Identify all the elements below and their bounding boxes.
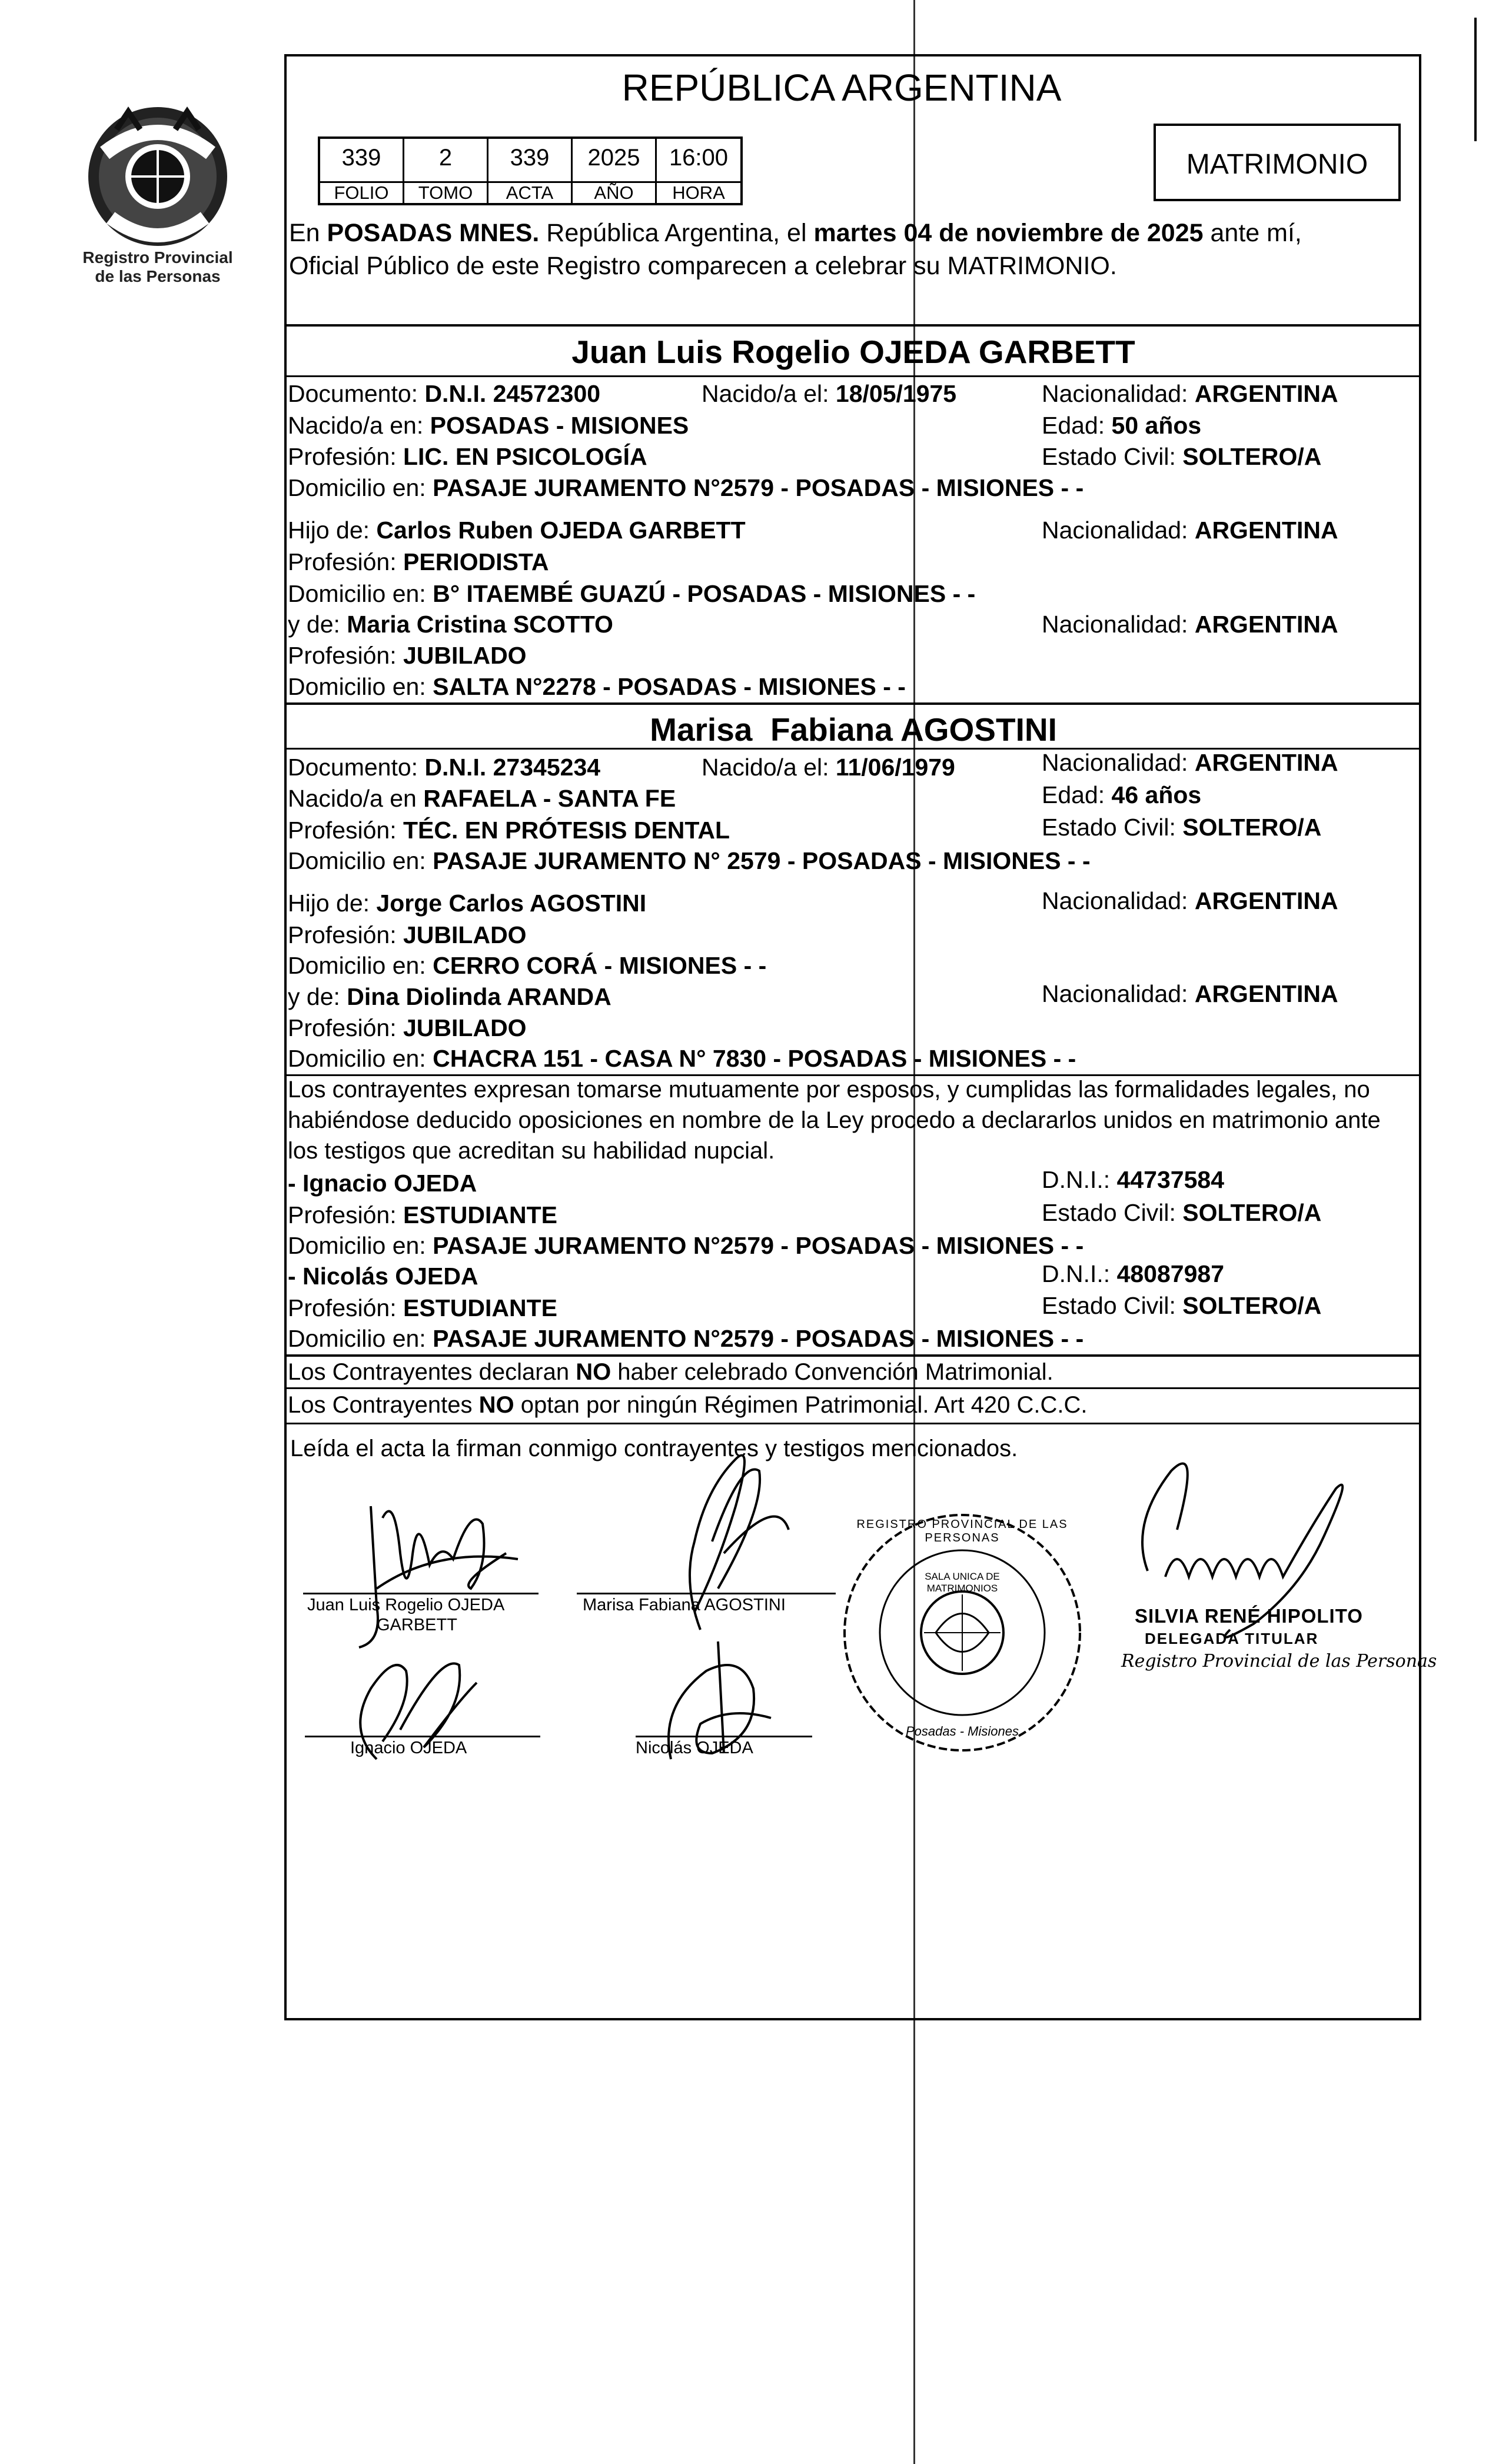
spouse2-doc: Documento: D.N.I. 27345234 xyxy=(288,754,601,781)
signature-ignacio-label: Ignacio OJEDA xyxy=(350,1739,467,1757)
registry-hora xyxy=(657,139,740,201)
spouse1-father: Hijo de: Carlos Ruben OJEDA GARBETT xyxy=(288,517,746,544)
spouse1-address: Domicilio en: PASAJE JURAMENTO N°2579 - POSADAS - MISIONES - - xyxy=(288,474,1084,501)
witness2-profession: Profesión: ESTUDIANTE xyxy=(288,1294,557,1321)
doc-type-label: MATRIMONIO xyxy=(1186,149,1368,180)
registry-tomo xyxy=(404,139,487,201)
registry-logo xyxy=(81,88,234,285)
intro-line-1: En POSADAS MNES. República Argentina, el martes 04 de noviembre de 2025 ante mí, xyxy=(289,219,1302,247)
folio-value: 339 xyxy=(341,145,381,171)
spouse2-father-nationality: Nacionalidad: ARGENTINA xyxy=(1042,887,1338,914)
spouse1-mother: y de: Maria Cristina SCOTTO xyxy=(288,611,613,638)
spouse2-father-address: Domicilio en: CERRO CORÁ - MISIONES - - xyxy=(288,952,767,979)
spouse1-father-profession: Profesión: PERIODISTA xyxy=(288,548,549,575)
spouse1-age: Edad: 50 años xyxy=(1042,412,1202,439)
logo-text-line2: de las Personas xyxy=(95,267,221,285)
tomo-value: 2 xyxy=(438,145,453,171)
spouse2-age: Edad: 46 años xyxy=(1042,781,1202,808)
spouse1-father-address: Domicilio en: B° ITAEMBÉ GUAZÚ - POSADAS - MISIONES - - xyxy=(288,580,976,607)
logo-text-line1: Registro Provincial xyxy=(82,248,233,267)
declaration-line-2: habiéndose deducido oposiciones en nombre de la Ley procedo a declararlos unidos en matrimonio ante xyxy=(288,1107,1381,1133)
declaration-line-3: los testigos que acreditan su habilidad nupcial. xyxy=(288,1138,775,1164)
official-stamp xyxy=(836,1506,1089,1759)
spouse1-nationality: Nacionalidad: ARGENTINA xyxy=(1042,380,1338,407)
officer-name: SILVIA RENÉ HIPOLITO xyxy=(1135,1605,1363,1627)
witness2-dni: D.N.I.: 48087987 xyxy=(1042,1260,1224,1287)
witness1-name: - Ignacio OJEDA xyxy=(288,1170,477,1197)
country-title: REPÚBLICA ARGENTINA xyxy=(621,66,1062,109)
spouse2-nationality: Nacionalidad: ARGENTINA xyxy=(1042,749,1338,776)
spouse1-birthplace: Nacido/a en: POSADAS - MISIONES xyxy=(288,412,689,439)
acta-label: ACTA xyxy=(506,182,554,203)
spouse2-profession: Profesión: TÉC. EN PRÓTESIS DENTAL xyxy=(288,817,730,844)
witness2-civil-status: Estado Civil: SOLTERO/A xyxy=(1042,1292,1322,1319)
tomo-label: TOMO xyxy=(418,182,473,203)
spouse1-mother-nationality: Nacionalidad: ARGENTINA xyxy=(1042,611,1338,638)
spouse2-birthplace: Nacido/a en RAFAELA - SANTA FE xyxy=(288,785,676,812)
spouse2-address: Domicilio en: PASAJE JURAMENTO N° 2579 - POSADAS - MISIONES - - xyxy=(288,847,1091,874)
spouse1-doc: Documento: D.N.I. 24572300 xyxy=(288,380,601,407)
spouse2-born: Nacido/a el: 11/06/1979 xyxy=(702,754,955,781)
witness1-profession: Profesión: ESTUDIANTE xyxy=(288,1201,557,1228)
signature-line-1 xyxy=(303,1593,539,1594)
signature-line-3 xyxy=(305,1736,540,1737)
stamp-inner-text: SALA UNICA DE MATRIMONIOS xyxy=(925,1571,1000,1594)
signature-marisa-label: Marisa Fabiana AGOSTINI xyxy=(583,1596,786,1614)
registry-acta xyxy=(488,139,571,201)
spouse2-civil-status: Estado Civil: SOLTERO/A xyxy=(1042,814,1322,841)
witness1-dni: D.N.I.: 44737584 xyxy=(1042,1166,1224,1193)
spouse2-name: Marisa Fabiana AGOSTINI xyxy=(650,711,1057,748)
doc-type-box xyxy=(1154,124,1401,201)
spouse1-father-nationality: Nacionalidad: ARGENTINA xyxy=(1042,517,1338,544)
witness1-address: Domicilio en: PASAJE JURAMENTO N°2579 - POSADAS - MISIONES - - xyxy=(288,1232,1084,1259)
anio-value: 2025 xyxy=(587,145,640,171)
anio-label: AÑO xyxy=(594,182,634,203)
convention-line-1: Los Contrayentes declaran NO haber celebrado Convención Matrimonial. xyxy=(288,1359,1053,1385)
officer-org: Registro Provincial de las Personas xyxy=(1121,1651,1437,1671)
spouse2-mother-profession: Profesión: JUBILADO xyxy=(288,1014,527,1041)
spouse1-mother-address: Domicilio en: SALTA N°2278 - POSADAS - MISIONES - - xyxy=(288,673,906,700)
spouse1-mother-profession: Profesión: JUBILADO xyxy=(288,642,527,669)
spouse1-born: Nacido/a el: 18/05/1975 xyxy=(702,380,957,407)
witness2-name: - Nicolás OJEDA xyxy=(288,1263,478,1290)
spouse2-father-profession: Profesión: JUBILADO xyxy=(288,921,527,948)
signature-juan-label-1: Juan Luis Rogelio OJEDA xyxy=(307,1596,505,1614)
convention-line-2: Los Contrayentes NO optan por ningún Régimen Patrimonial. Art 420 C.C.C. xyxy=(288,1392,1088,1418)
province-seal-icon xyxy=(81,88,234,259)
spouse2-mother-address: Domicilio en: CHACRA 151 - CASA N° 7830 - POSADAS - MISIONES - - xyxy=(288,1045,1076,1072)
stamp-city: Posadas - Misiones xyxy=(906,1724,1019,1739)
spouse2-mother: y de: Dina Diolinda ARANDA xyxy=(288,983,611,1010)
signature-line-4 xyxy=(636,1736,812,1737)
registry-folio xyxy=(320,139,403,201)
closing-statement: Leída el acta la firman conmigo contrayentes y testigos mencionados. xyxy=(290,1436,1018,1461)
intro-line-2: Oficial Público de este Registro comparecen a celebrar su MATRIMONIO. xyxy=(289,252,1117,280)
signature-line-2 xyxy=(577,1593,836,1594)
hora-label: HORA xyxy=(672,182,725,203)
spouse2-mother-nationality: Nacionalidad: ARGENTINA xyxy=(1042,980,1338,1007)
officer-title: DELEGADA TITULAR xyxy=(1145,1630,1319,1647)
spouse1-profession: Profesión: LIC. EN PSICOLOGÍA xyxy=(288,443,647,470)
folio-label: FOLIO xyxy=(334,182,389,203)
spouse1-name: Juan Luis Rogelio OJEDA GARBETT xyxy=(571,334,1135,370)
signature-nicolas-label: Nicolás OJEDA xyxy=(636,1739,753,1757)
declaration-line-1: Los contrayentes expresan tomarse mutuamente por esposos, y cumplidas las formalidades legales, no xyxy=(288,1077,1370,1103)
edge-mark xyxy=(1474,18,1477,141)
hora-value: 16:00 xyxy=(669,145,729,171)
acta-value: 339 xyxy=(510,145,550,171)
spouse2-father: Hijo de: Jorge Carlos AGOSTINI xyxy=(288,890,647,917)
registry-anio xyxy=(573,139,655,201)
stamp-outer-text: REGISTRO PROVINCIAL DE LAS PERSONAS xyxy=(856,1518,1068,1544)
spouse1-civil-status: Estado Civil: SOLTERO/A xyxy=(1042,443,1322,470)
signature-juan-label-2: GARBETT xyxy=(377,1616,457,1634)
witness2-address: Domicilio en: PASAJE JURAMENTO N°2579 - POSADAS - MISIONES - - xyxy=(288,1325,1084,1352)
witness1-civil-status: Estado Civil: SOLTERO/A xyxy=(1042,1199,1322,1226)
